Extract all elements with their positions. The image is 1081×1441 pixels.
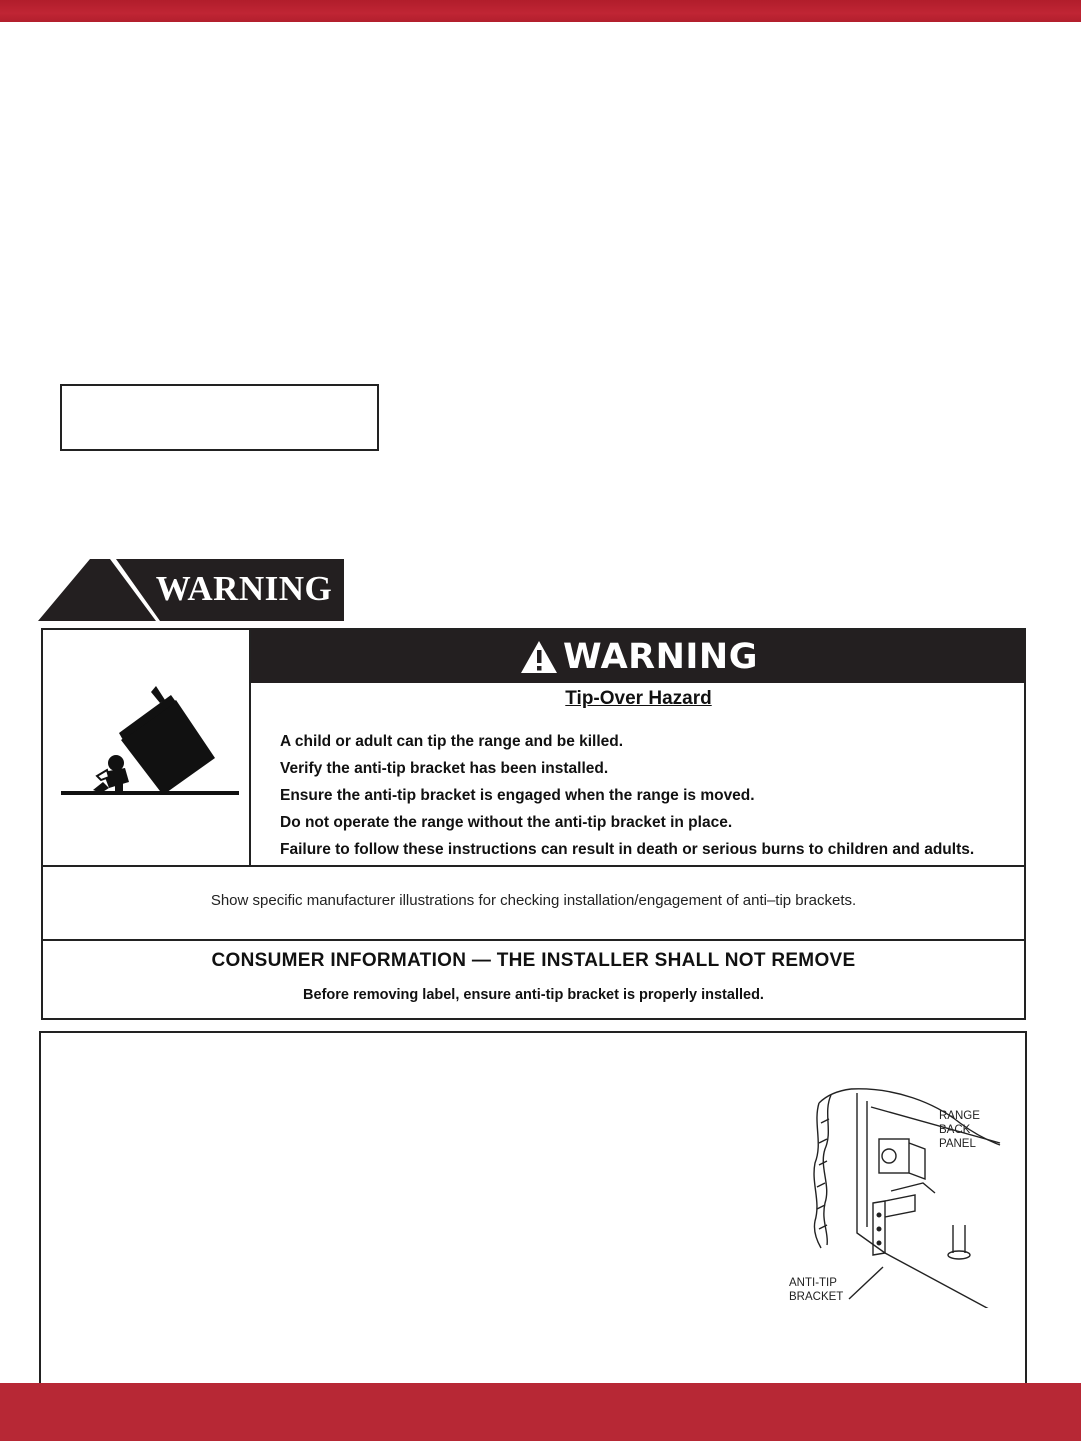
consumer-info-note: Before removing label, ensure anti-tip bracket is properly installed. <box>303 987 764 1003</box>
illustration-note: Show specific manufacturer illustrations for checking installation/engagement of anti–tip brackets. <box>210 892 857 909</box>
tip-over-pictogram-icon <box>43 630 249 865</box>
divider <box>43 939 1024 941</box>
label-line: RANGE <box>939 1110 980 1122</box>
divider <box>43 865 1024 867</box>
hazard-instructions <box>280 728 974 863</box>
warning-tab <box>38 559 344 621</box>
hazard-line: Ensure the anti-tip bracket is engaged when the range is moved. <box>280 787 755 804</box>
top-brand-bar <box>0 0 1081 22</box>
warning-triangle-icon <box>519 639 559 675</box>
hazard-title: Tip-Over Hazard <box>565 688 712 709</box>
hazard-line: Verify the anti-tip bracket has been installed. <box>280 760 609 777</box>
hazard-line: A child or adult can tip the range and be killed. <box>280 733 624 750</box>
bracket-illustration-frame <box>39 1031 1027 1391</box>
tip-over-pictogram-cell <box>43 630 251 865</box>
anti-tip-bracket-illustration <box>785 1083 1005 1308</box>
tip-over-warning-label <box>41 628 1026 1020</box>
label-line: BRACKET <box>789 1291 844 1303</box>
hazard-line: Do not operate the range without the anti-tip bracket in place. <box>280 814 733 831</box>
consumer-info-title: CONSUMER INFORMATION — THE INSTALLER SHALL NOT REMOVE <box>211 950 856 971</box>
warning-header-bar <box>251 630 1026 683</box>
warning-header-text: WARNING <box>563 636 758 677</box>
hazard-line: Failure to follow these instructions can result in death or serious burns to children and adults. <box>280 841 975 858</box>
blank-label-box <box>60 384 379 451</box>
warning-tab-label: WARNING <box>155 569 333 608</box>
label-line: BACK PANEL <box>939 1124 976 1150</box>
bottom-brand-bar <box>0 1383 1081 1441</box>
anti-tip-bracket-label <box>789 1276 843 1304</box>
label-line: ANTI-TIP <box>789 1277 837 1289</box>
range-back-panel-label <box>939 1109 1005 1151</box>
